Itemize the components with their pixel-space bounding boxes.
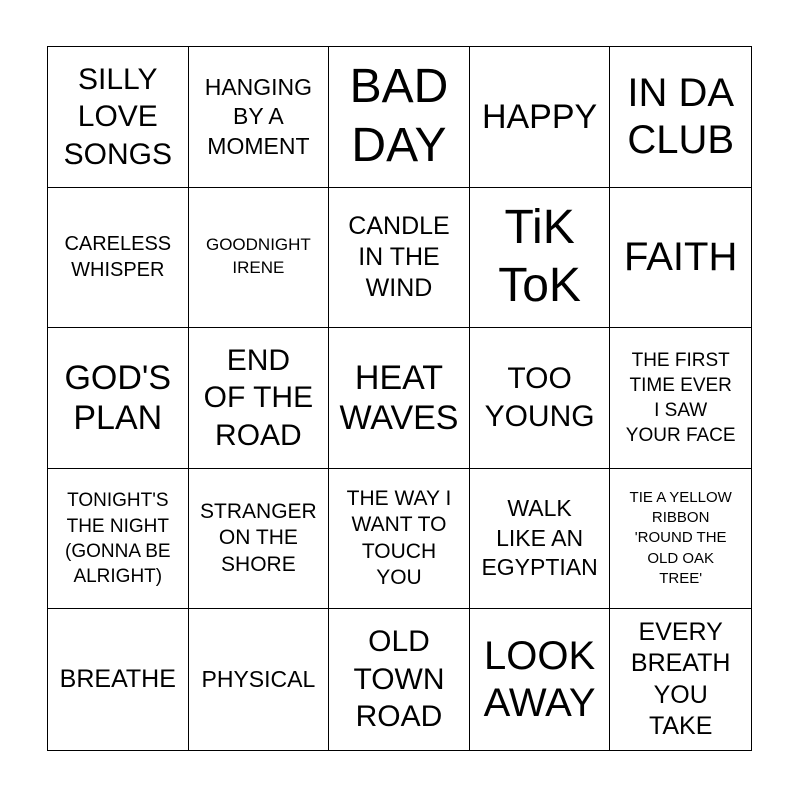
bingo-square[interactable]: FAITH <box>610 188 751 329</box>
bingo-square[interactable]: TiK ToK <box>470 188 611 329</box>
bingo-square[interactable]: GOODNIGHT IRENE <box>189 188 330 329</box>
bingo-square[interactable]: THE FIRST TIME EVER I SAW YOUR FACE <box>610 328 751 469</box>
bingo-square[interactable]: GOD'S PLAN <box>48 328 189 469</box>
bingo-square[interactable]: LOOK AWAY <box>470 609 611 750</box>
bingo-square[interactable]: THE WAY I WANT TO TOUCH YOU <box>329 469 470 610</box>
bingo-square[interactable]: SILLY LOVE SONGS <box>48 47 189 188</box>
bingo-square[interactable]: TIE A YELLOW RIBBON 'ROUND THE OLD OAK TREE' <box>610 469 751 610</box>
bingo-square[interactable]: CANDLE IN THE WIND <box>329 188 470 329</box>
bingo-square[interactable]: END OF THE ROAD <box>189 328 330 469</box>
bingo-square[interactable]: CARELESS WHISPER <box>48 188 189 329</box>
bingo-square[interactable]: HEAT WAVES <box>329 328 470 469</box>
bingo-card <box>47 46 752 751</box>
bingo-square[interactable]: BAD DAY <box>329 47 470 188</box>
bingo-square[interactable]: OLD TOWN ROAD <box>329 609 470 750</box>
bingo-square[interactable]: STRANGER ON THE SHORE <box>189 469 330 610</box>
bingo-square[interactable]: BREATHE <box>48 609 189 750</box>
bingo-square[interactable]: TONIGHT'S THE NIGHT (GONNA BE ALRIGHT) <box>48 469 189 610</box>
bingo-square[interactable]: IN DA CLUB <box>610 47 751 188</box>
bingo-square[interactable]: TOO YOUNG <box>470 328 611 469</box>
bingo-square[interactable]: WALK LIKE AN EGYPTIAN <box>470 469 611 610</box>
bingo-square[interactable]: PHYSICAL <box>189 609 330 750</box>
bingo-square[interactable]: EVERY BREATH YOU TAKE <box>630 618 731 740</box>
bingo-square[interactable]: HANGING BY A MOMENT <box>189 47 330 188</box>
bingo-square[interactable]: HAPPY <box>470 47 611 188</box>
